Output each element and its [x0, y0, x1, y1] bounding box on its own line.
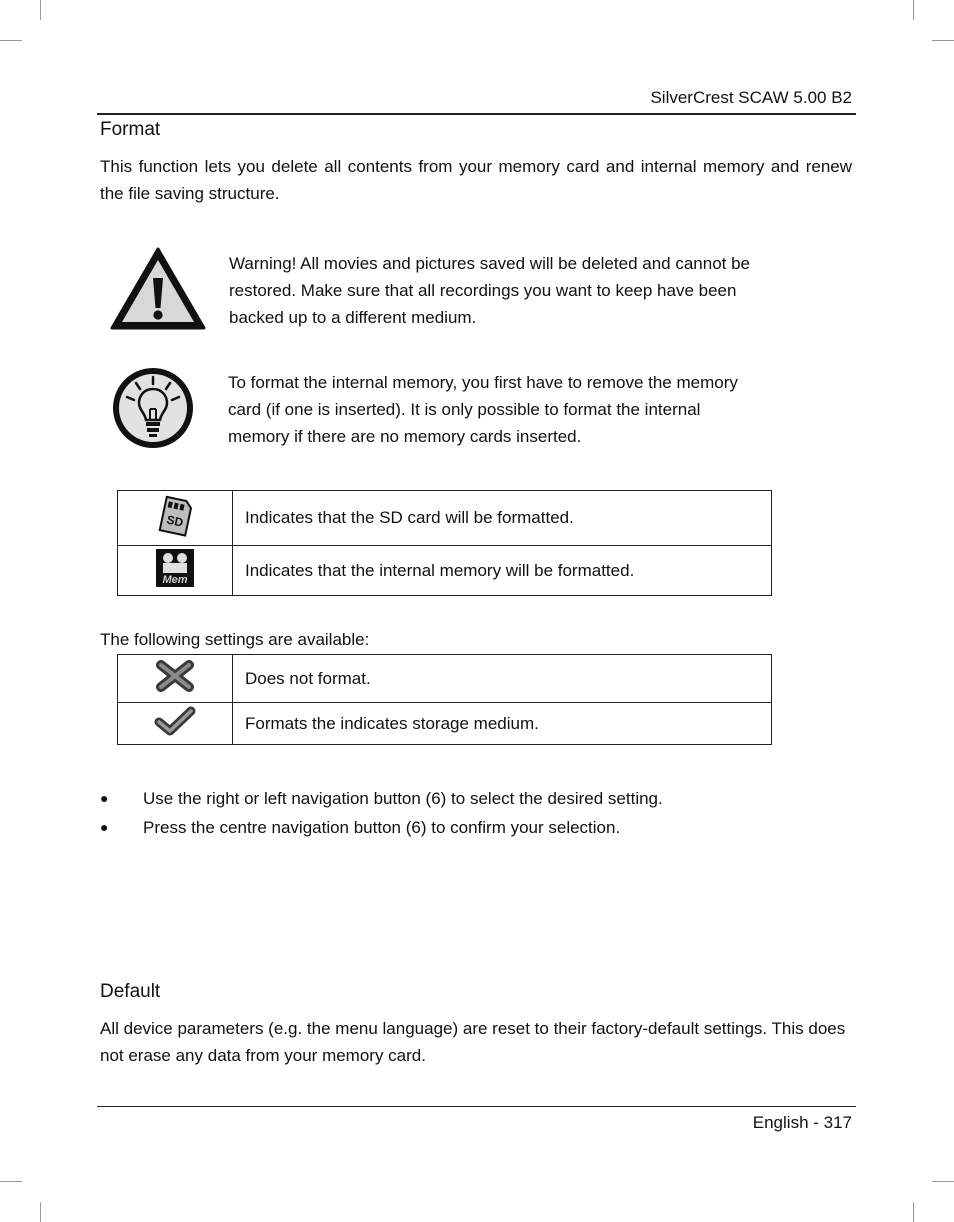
list-item — [100, 784, 860, 813]
sd-card-icon — [154, 495, 196, 542]
warning-line: Warning! All movies and pictures saved will be deleted and cannot be — [229, 254, 751, 273]
header-model: SilverCrest SCAW 5.00 B2 — [650, 88, 852, 107]
tip-line: memory if there are no memory cards inserted. — [228, 427, 582, 446]
internal-memory-icon — [155, 548, 195, 593]
page-number: English - 317 — [752, 1113, 852, 1132]
crop-mark — [932, 1181, 954, 1182]
tip-line: To format the internal memory, you first have to remove the memory — [228, 373, 738, 392]
table-row — [118, 546, 772, 596]
checkmark-icon — [154, 706, 196, 741]
header-rule — [97, 113, 856, 115]
internal-memory-icon-label: Mem — [162, 574, 188, 586]
footer-rule — [97, 1106, 856, 1107]
warning-line: backed up to a different medium. — [229, 308, 477, 327]
warning-triangle-icon — [110, 246, 206, 337]
default-body: All device parameters (e.g. the menu language) are reset to their factory-default settings. This does not erase any data from your memory card. — [100, 1019, 846, 1065]
table-description: Formats the indicates storage medium. — [233, 703, 772, 745]
table-icon-cell — [118, 655, 233, 703]
table-row — [118, 655, 772, 703]
tip-line: card (if one is inserted). It is only possible to format the internal — [228, 400, 701, 419]
list-item-text: Use the right or left navigation button (6) to select the desired setting. — [143, 789, 663, 808]
instruction-list — [100, 784, 860, 842]
crop-mark — [913, 0, 914, 20]
storage-medium-table — [117, 490, 772, 596]
list-item — [100, 813, 860, 842]
tip-text — [228, 369, 738, 450]
table-description: Indicates that the SD card will be formatted. — [233, 491, 772, 546]
warning-text — [229, 250, 750, 331]
bullet-icon: ● — [100, 790, 109, 806]
crop-mark — [0, 1181, 22, 1182]
table-icon-cell — [118, 491, 233, 546]
section-title-default: Default — [100, 981, 161, 1002]
table-icon-cell — [118, 546, 233, 596]
bullet-icon: ● — [100, 819, 109, 835]
table-description: Indicates that the internal memory will be formatted. — [233, 546, 772, 596]
table-row — [118, 491, 772, 546]
table-row — [118, 703, 772, 745]
table-icon-cell — [118, 703, 233, 745]
crop-mark — [913, 1202, 914, 1222]
lightbulb-icon — [110, 365, 196, 456]
settings-intro: The following settings are available: — [100, 630, 370, 649]
warning-line: restored. Make sure that all recordings you want to keep have been — [229, 281, 737, 300]
table-description: Does not format. — [233, 655, 772, 703]
cross-icon — [154, 659, 196, 698]
format-intro: This function lets you delete all contents from your memory card and internal memory and renew the file saving structure. — [100, 157, 852, 203]
crop-mark — [40, 0, 41, 20]
crop-mark — [932, 40, 954, 41]
settings-table — [117, 654, 772, 745]
list-item-text: Press the centre navigation button (6) to confirm your selection. — [143, 818, 621, 837]
sd-card-icon-label: SD — [165, 512, 185, 530]
crop-mark — [0, 40, 22, 41]
crop-mark — [40, 1202, 41, 1222]
section-title-format: Format — [100, 119, 161, 140]
